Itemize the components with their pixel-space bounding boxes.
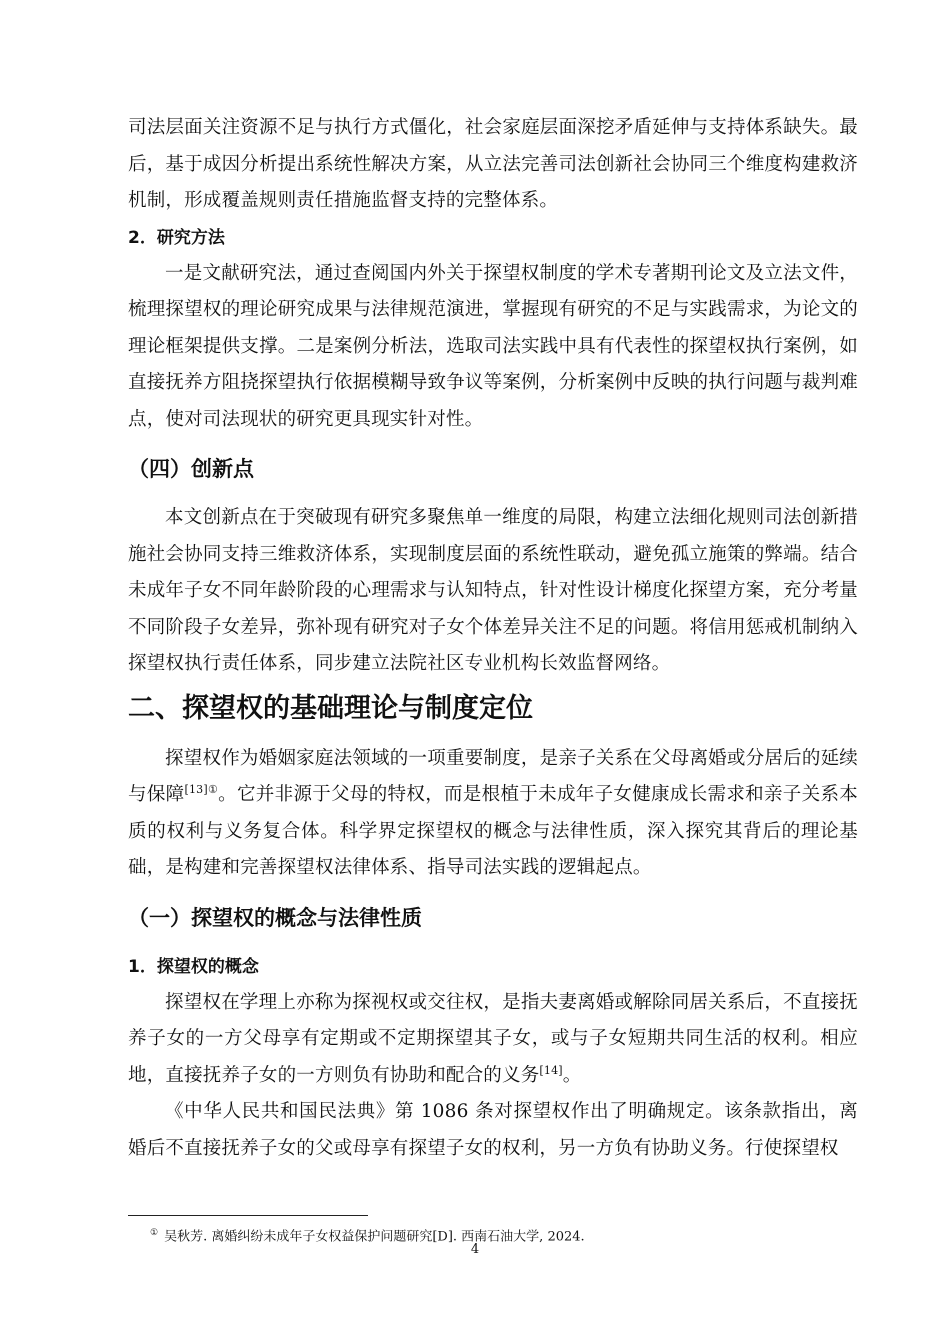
paragraph-continuation: 司法层面关注资源不足与执行方式僵化，社会家庭层面深挖矛盾延伸与支持体系缺失。最后，基于成因分析提出系统性解决方案，从立法完善司法创新社会协同三个维度构建救济机制，形成覆盖规则责任措施监督支持的完整体系。: [128, 117, 858, 211]
chapter-heading: 二、探望权的基础理论与制度定位: [128, 692, 533, 724]
citation-13: [13]①: [184, 782, 219, 796]
citation-14: [14]: [539, 1063, 563, 1077]
paragraph-research-method: 一是文献研究法，通过查阅国内外关于探望权制度的学术专著期刊论文及立法文件，梳理探望权的理论研究成果与法律规范演进，掌握现有研究的不足与实践需求，为论文的理论框架提供支撑。二是案例分析法，选取司法实践中具有代表性的探望权执行案例，如直接抚养方阻挠探望执行依据模糊导致争议等案例，分析案例中反映的执行问题与裁判难点，使对司法现状的研究更具现实针对性。: [128, 262, 858, 430]
body-text: [128, 110, 858, 1167]
concept-text-a: 探望权在学理上亦称为探视权或交往权，是指夫妻离婚或解除同居关系后，不直接抚养子女的一方父母享有定期或不定期探望其子女，或与子女短期共同生活的权利。相应地，直接抚养子女的一方则负有协助和配合的义务: [128, 991, 858, 1086]
heading-innovation: （四）创新点: [128, 457, 254, 481]
paragraph-chapter-intro: [128, 741, 858, 887]
intro-text-a: 探望权作为婚姻家庭法领域的一项重要制度，是亲子关系在父母离婚或分居后的延续与保障: [128, 747, 858, 805]
footnote-text: 吴秋芳. 离婚纠纷未成年子女权益保护问题研究[D]. 西南石油大学, 2024.: [164, 1229, 585, 1245]
paragraph-innovation: 本文创新点在于突破现有研究多聚焦单一维度的局限，构建立法细化规则司法创新措施社会协同支持三维救济体系，实现制度层面的系统性联动，避免孤立施策的弊端。结合未成年子女不同年龄阶段的心理需求与认知特点，针对性设计梯度化探望方案，充分考量不同阶段子女差异，弥补现有研究对子女个体差异关注不足的问题。将信用惩戒机制纳入探望权执行责任体系，同步建立法院社区专业机构长效监督网络。: [128, 507, 858, 674]
intro-text-b: 。它并非源于父母的特权，而是根植于未成年子女健康成长需求和亲子关系本质的权利与义务复合体。科学界定探望权的概念与法律性质，深入探究其背后的理论基础，是构建和完善探望权法律体系、指导司法实践的逻辑起点。: [128, 784, 858, 878]
page-number: 4: [470, 1242, 480, 1257]
heading-research-method: 2．研究方法: [128, 227, 225, 248]
footnote-divider: [128, 1215, 368, 1216]
paragraph-civil-code: 《中华人民共和国民法典》第 1086 条对探望权作出了明确规定。该条款指出，离婚后不直接抚养子女的父或母享有探望子女的权利，另一方负有协助义务。行使探望权: [128, 1101, 858, 1159]
heading-concept: 1．探望权的概念: [128, 956, 259, 977]
heading-section-concept: （一）探望权的概念与法律性质: [128, 905, 422, 930]
footnote-mark: ①: [150, 1228, 159, 1238]
paragraph-concept: [128, 985, 858, 1095]
concept-text-b: 。: [562, 1064, 582, 1086]
